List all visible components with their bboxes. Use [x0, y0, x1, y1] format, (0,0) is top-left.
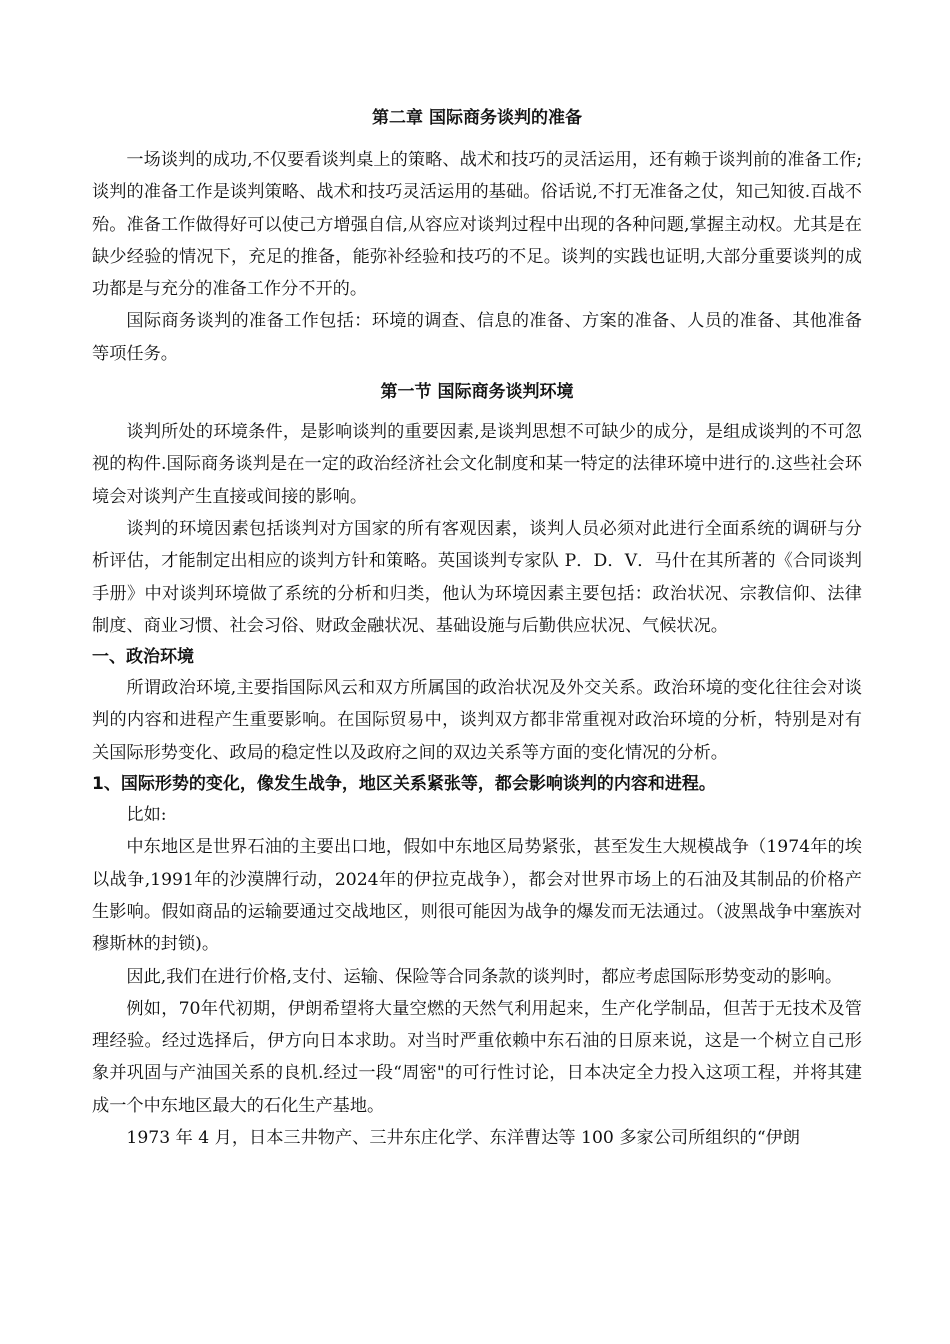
paragraph-environment: 谈判所处的环境条件，是影响谈判的重要因素,是谈判思想不可缺少的成分，是组成谈判的不可忽视的构件.国际商务谈判是在一定的政治经济社会文化制度和某一特定的法律环境中进行的.这些社会环境会对谈判产生直接或间接的影响。 [92, 422, 862, 507]
paragraph-1973: 1973 年 4 月，日本三井物产、三井东庄化学、东洋曹达等 100 多家公司所组织的“伊朗 [126, 1128, 800, 1149]
paragraph-environment-factors: 谈判的环境因素包括谈判对方国家的所有客观因素，谈判人员必须对此进行全面系统的调研与分析评估，才能制定出相应的谈判方针和策略。英国谈判专家队 P．D．V．马什在其所著的《合同谈判手册》中对谈判环境做了系统的分析和归类，他认为环境因素主要包括：政治状况、宗教信仰、法律制度、商业习惯、社会习俗、财政金融状况、基础设施与后勤供应状况、气候状况。 [92, 518, 862, 636]
paragraph-political: 所谓政治环境,主要指国际风云和双方所属国的政治状况及外交关系。政治环境的变化往往会对谈判的内容和进程产生重要影响。在国际贸易中，谈判双方都非常重视对政治环境的分析，特别是对有关国际形势变化、政局的稳定性以及政府之间的双边关系等方面的变化情况的分析。 [92, 678, 862, 763]
paragraph-example-intro: 比如: [126, 805, 167, 826]
paragraph-therefore: 因此,我们在进行价格,支付、运输、保险等合同条款的谈判时，都应考虑国际形势变动的影响。 [126, 966, 843, 987]
heading-political-environment: 一、政治环境 [92, 647, 194, 668]
paragraph-iran-example: 例如，70年代初期，伊朗希望将大量空燃的天然气利用起来，生产化学制品，但苦于无技术及管理经验。经过选择后，伊方向日本求助。对当时严重依赖中东石油的日原来说，这是一个树立自己形象并巩固与产油国关系的良机.经过一段“周密"的可行性讨论，日本决定全力投入这项工程，并将其建成一个中东地区最大的石化生产基地。 [92, 998, 862, 1116]
section-title: 第一节 国际商务谈判环境 [380, 382, 574, 403]
paragraph-intro: 一场谈判的成功,不仅要看谈判桌上的策略、战术和技巧的灵活运用，还有赖于谈判前的准备工作;谈判的准备工作是谈判策略、战术和技巧灵活运用的基础。俗话说,不打无准备之仗，知己知彼.百战不殆。准备工作做得好可以使己方增强自信,从容应对谈判过程中出现的各种问题,掌握主动权。尤其是在缺少经验的情况下，充足的推备，能弥补经验和技巧的不足。谈判的实践也证明,大部分重要谈判的成功都是与充分的准备工作分不开的。 [92, 150, 862, 300]
paragraph-middle-east-example: 中东地区是世界石油的主要出口地，假如中东地区局势紧张，甚至发生大规模战争（1974年的埃以战争,1991年的沙漠牌行动，2024年的伊拉克战争），都会对世界市场上的石油及其制品的价格产生影响。假如商品的运输要通过交战地区，则很可能因为战争的爆发而无法通过。（波黑战争中塞族对穆斯林的封锁)。 [92, 837, 862, 955]
chapter-title: 第二章 国际商务谈判的准备 [372, 108, 582, 128]
document-page [92, 104, 862, 1154]
paragraph-prep-tasks: 国际商务谈判的准备工作包括：环境的调查、信息的准备、方案的准备、人员的准备、其他准备等项任务。 [92, 311, 862, 364]
heading-international-situation: 1、国际形势的变化，像发生战争，地区关系紧张等，都会影响谈判的内容和进程。 [92, 774, 716, 795]
